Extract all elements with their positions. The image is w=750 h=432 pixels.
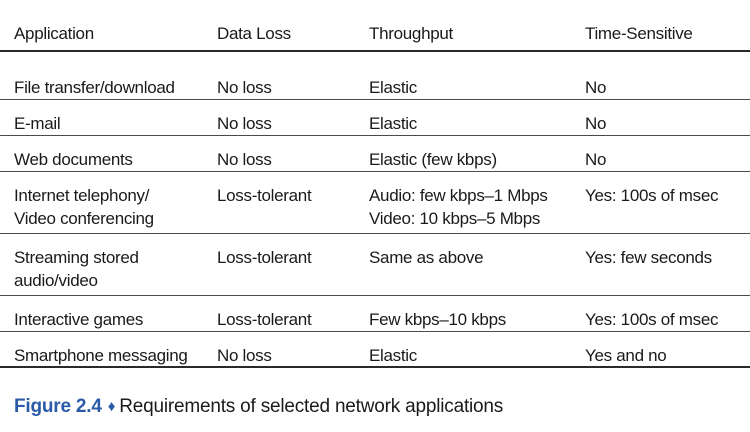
figure-caption <box>14 394 503 421</box>
cell-throughput: Elastic (few kbps) <box>369 150 497 169</box>
figure-label: Figure 2.4 <box>14 396 102 417</box>
table-row <box>0 136 750 172</box>
header-throughput: Throughput <box>369 24 453 43</box>
cell-data-loss: Loss-tolerant <box>217 248 312 267</box>
cell-time-sensitive: Yes and no <box>585 346 667 365</box>
cell-time-sensitive: Yes: 100s of msec <box>585 186 719 205</box>
cell-time-sensitive: No <box>585 78 607 97</box>
table-row <box>0 332 750 368</box>
cell-application: E-mail <box>14 114 61 133</box>
cell-time-sensitive: No <box>585 150 607 169</box>
cell-application: Streaming stored audio/video <box>14 248 139 290</box>
header-time-sensitive: Time-Sensitive <box>585 24 693 43</box>
cell-data-loss: No loss <box>217 114 272 133</box>
cell-time-sensitive: Yes: few seconds <box>585 248 712 267</box>
cell-application: Internet telephony/ Video conferencing <box>14 186 154 228</box>
cell-data-loss: No loss <box>217 78 272 97</box>
cell-throughput: Same as above <box>369 248 484 267</box>
cell-application: Smartphone messaging <box>14 346 188 365</box>
cell-throughput: Elastic <box>369 78 417 97</box>
table-row <box>0 234 750 296</box>
header-application: Application <box>14 24 94 43</box>
table-row <box>0 172 750 234</box>
requirements-table <box>0 12 750 368</box>
cell-throughput: Audio: few kbps–1 Mbps Video: 10 kbps–5 Mbps <box>369 186 548 228</box>
cell-throughput: Few kbps–10 kbps <box>369 310 506 329</box>
cell-throughput: Elastic <box>369 114 417 133</box>
table-row <box>0 296 750 332</box>
cell-data-loss: Loss-tolerant <box>217 186 312 205</box>
cell-data-loss: No loss <box>217 150 272 169</box>
cell-time-sensitive: Yes: 100s of msec <box>585 310 719 329</box>
cell-application: File transfer/download <box>14 78 175 97</box>
cell-time-sensitive: No <box>585 114 607 133</box>
table-header-row <box>0 12 750 52</box>
table-row <box>0 100 750 136</box>
cell-application: Interactive games <box>14 310 144 329</box>
caption-text: Requirements of selected network applications <box>119 396 504 417</box>
cell-data-loss: Loss-tolerant <box>217 310 312 329</box>
table-row <box>0 52 750 100</box>
diamond-bullet-icon: ♦ <box>107 398 116 415</box>
cell-data-loss: No loss <box>217 346 272 365</box>
cell-throughput: Elastic <box>369 346 417 365</box>
cell-application: Web documents <box>14 150 133 169</box>
header-data-loss: Data Loss <box>217 24 291 43</box>
